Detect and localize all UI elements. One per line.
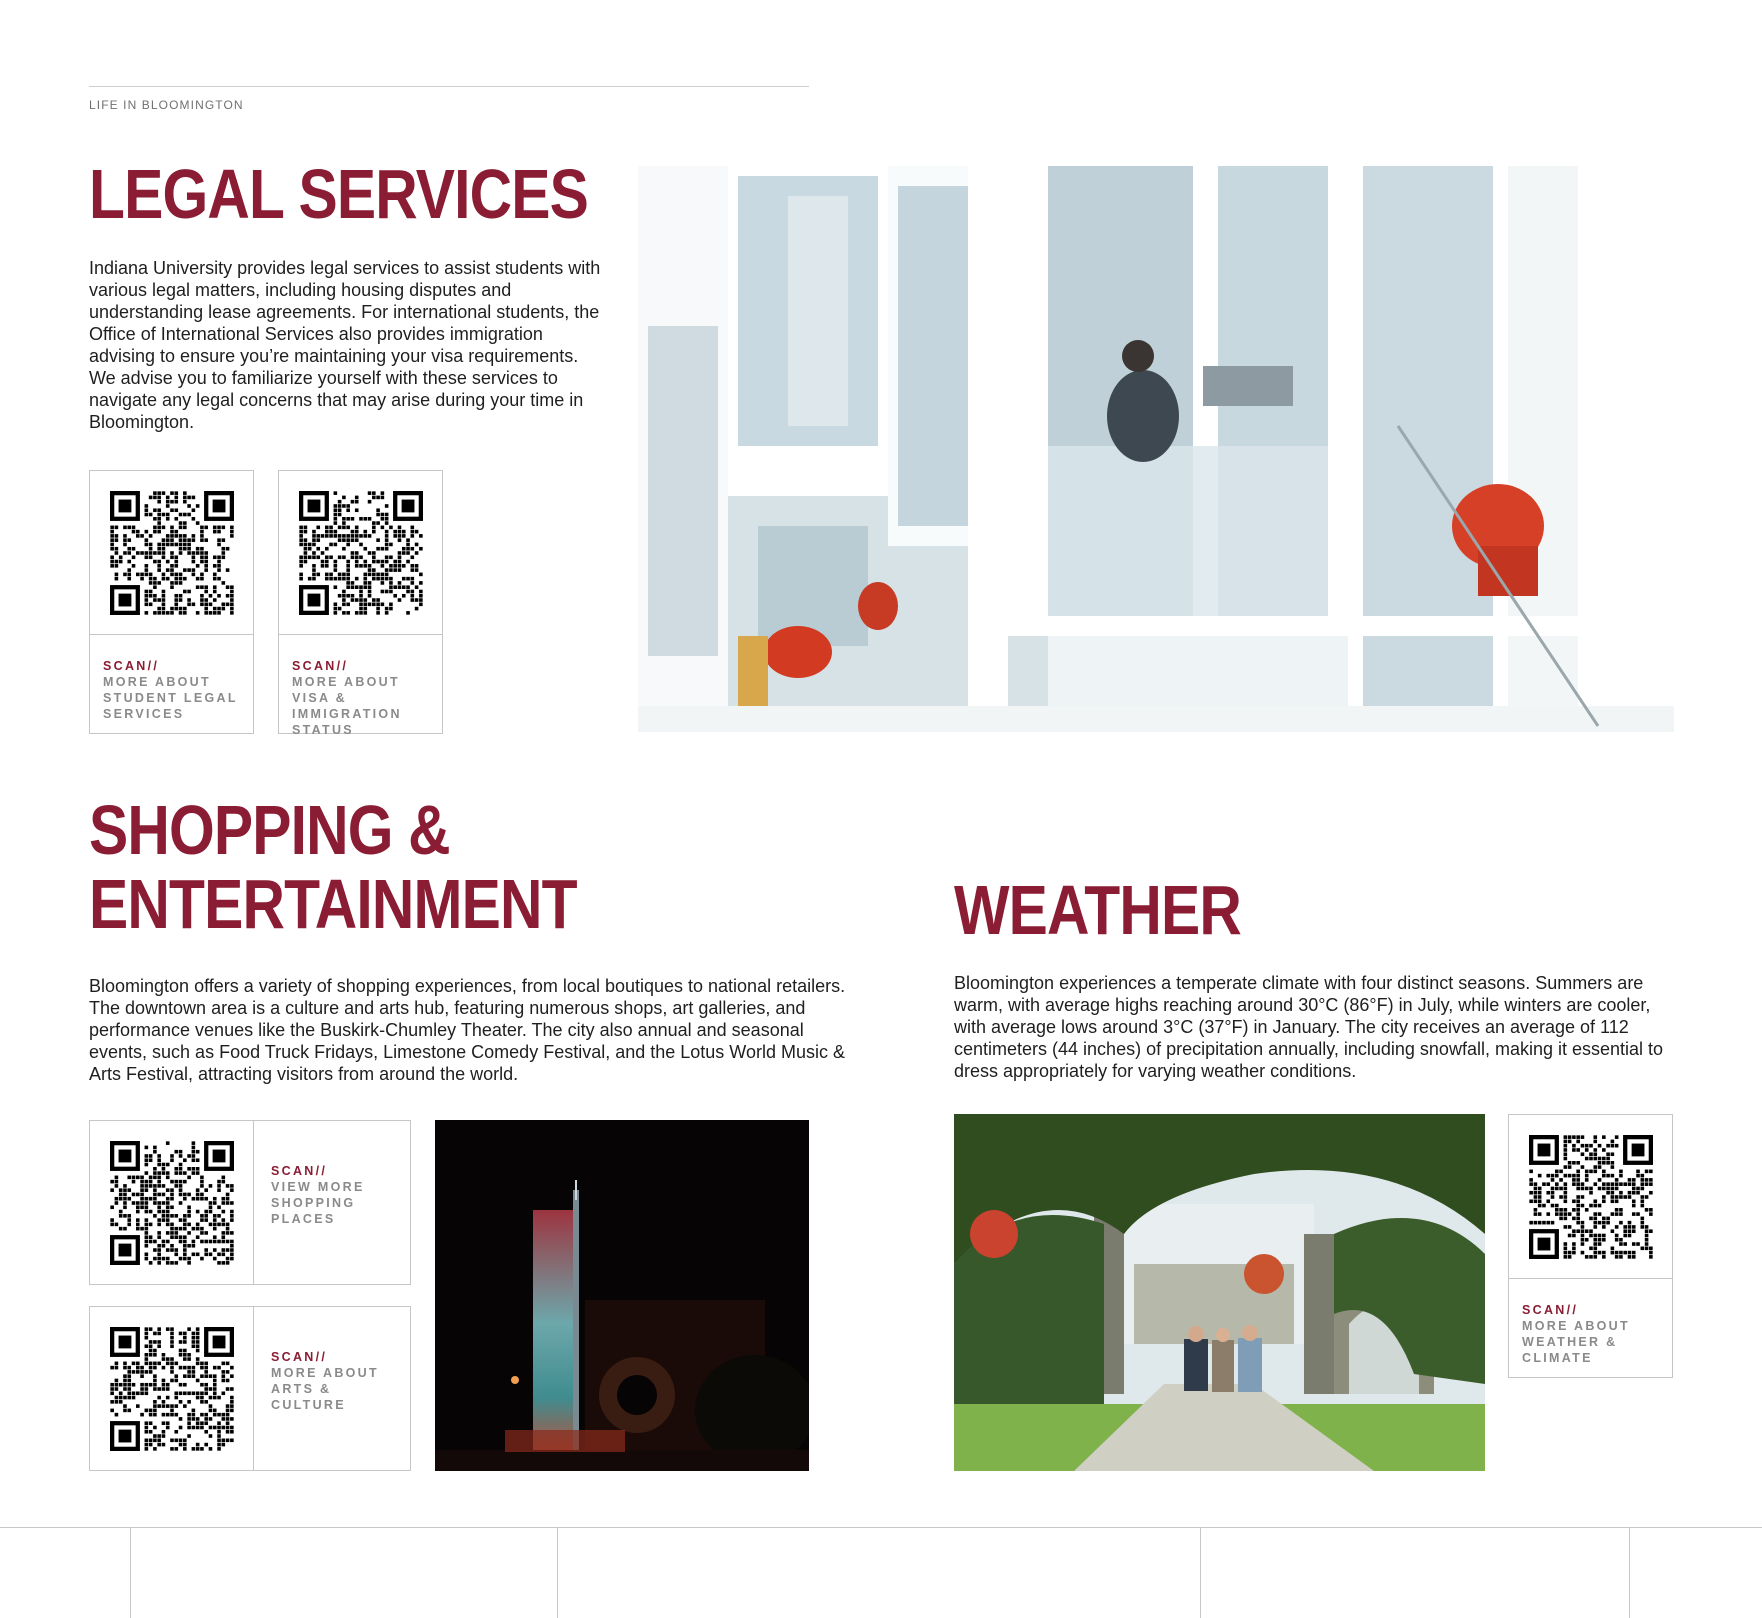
qr-code-icon [110, 1327, 234, 1451]
qr-caption [271, 1349, 401, 1413]
sample-gates-illustration [954, 1114, 1485, 1471]
legal-services-body: Indiana University provides legal services to assist students with various legal matters, including housing disputes and understanding lease agreements. For international students, the Office of International Services also provides immigration advising to ensure you’re maintaining your visa requirements. We advise you to familiarize yourself with these services to navigate any legal concerns that may arise during your time in Bloomington. [89, 258, 601, 432]
qr-caption [292, 658, 442, 738]
qr-card-weather-climate[interactable] [1508, 1114, 1673, 1378]
footer-divider [557, 1527, 558, 1618]
qr-card-legal-services[interactable] [89, 470, 254, 734]
qr-code-icon [299, 491, 423, 615]
scan-label: SCAN// [292, 659, 349, 673]
qr-code-area [90, 1121, 254, 1284]
qr-code-icon [110, 1141, 234, 1265]
photo-night-sculpture [435, 1120, 809, 1471]
qr-caption-text: MORE ABOUT STUDENT LEGAL SERVICES [103, 675, 238, 721]
qr-code-area [1509, 1115, 1672, 1279]
qr-code-icon [1529, 1135, 1653, 1259]
scan-label: SCAN// [1522, 1303, 1579, 1317]
glass-atrium-illustration [638, 166, 1674, 732]
qr-caption [103, 658, 253, 722]
qr-caption [1522, 1302, 1672, 1366]
legal-services-heading: LEGAL SERVICES [89, 155, 589, 233]
shopping-heading-line2: ENTERTAINMENT [89, 865, 577, 943]
scan-label: SCAN// [103, 659, 160, 673]
shopping-heading-line1: SHOPPING & [89, 791, 450, 869]
shopping-body: Bloomington offers a variety of shopping experiences, from local boutiques to national retailers. The downtown area is a culture and arts hub, featuring numerous shops, art galleries, and performance venues like the Buskirk-Chumley Theater. The city also annual and seasonal events, such as Food Truck Fridays, Limestone Comedy Festival, and the Lotus World Music & Arts Festival, attracting visitors from around the world. [89, 976, 846, 1084]
footer-divider [130, 1527, 131, 1618]
photo-glass-atrium [638, 166, 1674, 732]
weather-body: Bloomington experiences a temperate climate with four distinct seasons. Summers are warm, with average highs reaching around 30°C (86°F) in July, while winters are cooler, with average lows around 3°C (37°F) in January. The city receives an average of 112 centimeters (44 inches) of precipitation annually, including snowfall, making it essential to dress appropriately for varying weather conditions. [954, 973, 1664, 1081]
footer-divider [1200, 1527, 1201, 1618]
qr-caption [271, 1163, 401, 1227]
scan-label: SCAN// [271, 1350, 328, 1364]
night-sculpture-illustration [435, 1120, 809, 1471]
qr-code-area [90, 471, 253, 635]
qr-code-area [90, 1307, 254, 1470]
qr-caption-text: MORE ABOUT WEATHER & CLIMATE [1522, 1319, 1630, 1365]
qr-card-arts-culture[interactable] [89, 1306, 411, 1471]
scan-label: SCAN// [271, 1164, 328, 1178]
footer-divider [1629, 1527, 1630, 1618]
qr-caption-text: VIEW MORE SHOPPING PLACES [271, 1180, 365, 1226]
qr-card-visa-immigration[interactable] [278, 470, 443, 737]
qr-card-shopping-places[interactable] [89, 1120, 411, 1285]
header-rule [89, 86, 809, 87]
qr-caption-text: MORE ABOUT VISA & IMMIGRATION STATUS [292, 675, 402, 737]
section-label: LIFE IN BLOOMINGTON [89, 98, 244, 112]
qr-code-area [279, 471, 442, 635]
qr-caption-text: MORE ABOUT ARTS & CULTURE [271, 1366, 379, 1412]
photo-sample-gates [954, 1114, 1485, 1471]
footer-rule [0, 1527, 1762, 1528]
qr-code-icon [110, 491, 234, 615]
weather-heading: WEATHER [954, 871, 1242, 949]
